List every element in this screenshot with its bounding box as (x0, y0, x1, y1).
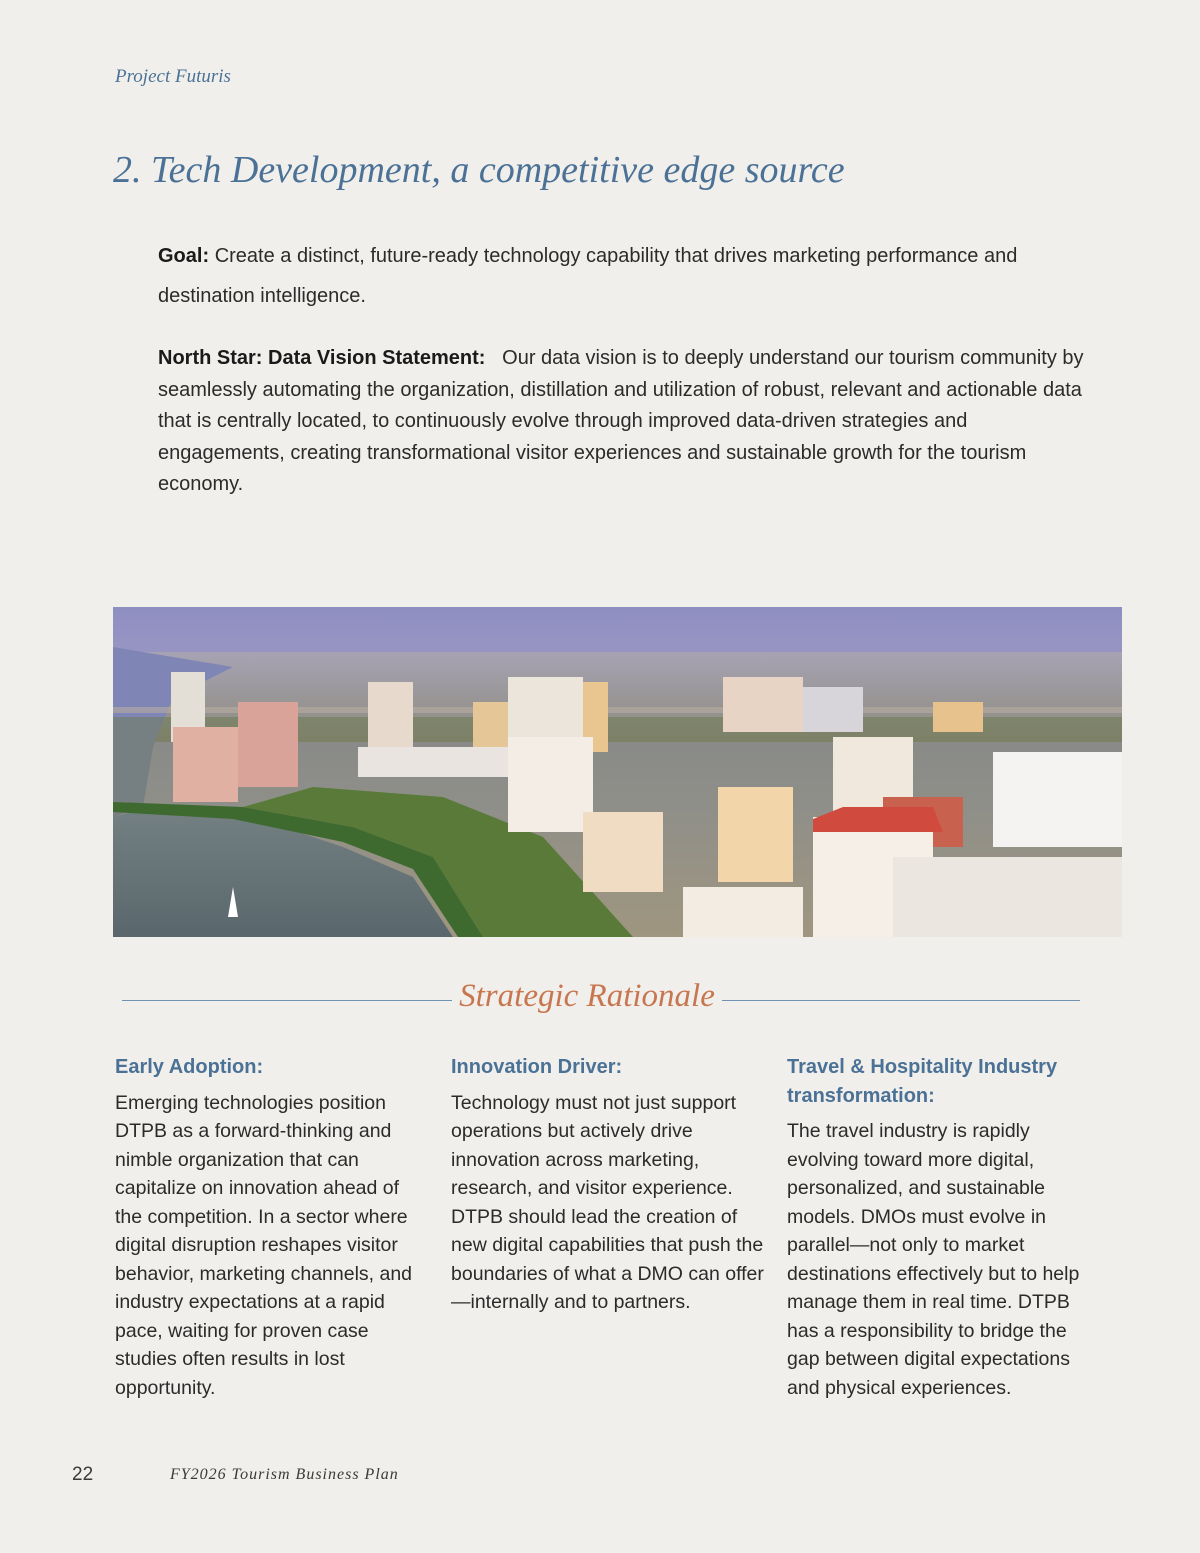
goal-label: Goal: (158, 245, 210, 267)
column-title: Early Adoption: (115, 1056, 264, 1078)
rationale-column-innovation-driver (451, 1053, 766, 1317)
north-star-text: Our data vision is to deeply understand our tourism community by seamlessly automating the organization, distillation and utilization of robust, relevant and actionable data that is centrally located, to continuously evolve through improved data-driven strategies and engagements, creating transformational visitor experiences and sustainable growth for the tourism economy. (158, 347, 1084, 495)
city-skyline-photo (113, 607, 1122, 937)
column-body: Technology must not just support operations but actively drive innovation across marketing, research, and visitor experience. DTPB should lead the creation of new digital capabilities that push the boundaries of what a DMO can offer—internally and to partners. (451, 1091, 764, 1313)
page-title: 2. Tech Development, a competitive edge source (113, 149, 845, 191)
page-number: 22 (72, 1464, 94, 1485)
rationale-column-early-adoption (115, 1053, 430, 1402)
column-title: Travel & Hospitality Industry transformation: (787, 1056, 1058, 1107)
section-rule-right (722, 1000, 1080, 1001)
column-body: Emerging technologies position DTPB as a forward-thinking and nimble organization that can capitalize on innovation ahead of the competition. In a sector where digital disruption reshapes visitor behavior, marketing channels, and industry expectations at a rapid pace, waiting for proven case studies often results in lost opportunity. (115, 1091, 413, 1399)
goal-paragraph (158, 236, 1088, 316)
north-star-label: North Star: Data Vision Statement: (158, 347, 486, 369)
footer-doc-title: FY2026 Tourism Business Plan (170, 1466, 399, 1483)
north-star-paragraph (158, 343, 1088, 501)
section-title: Strategic Rationale (459, 978, 715, 1014)
column-title: Innovation Driver: (451, 1056, 623, 1078)
goal-text: Create a distinct, future-ready technology capability that drives marketing performance and destination intelligence. (158, 245, 1018, 307)
section-rule-left (122, 1000, 452, 1001)
rationale-column-industry-transformation (787, 1053, 1102, 1402)
running-header: Project Futuris (115, 66, 231, 87)
column-body: The travel industry is rapidly evolving toward more digital, personalized, and sustainable models. DMOs must evolve in parallel—not only to market destinations effectively but to help manage them in real time. DTPB has a responsibility to bridge the gap between digital expectations and physical experiences. (787, 1120, 1080, 1399)
